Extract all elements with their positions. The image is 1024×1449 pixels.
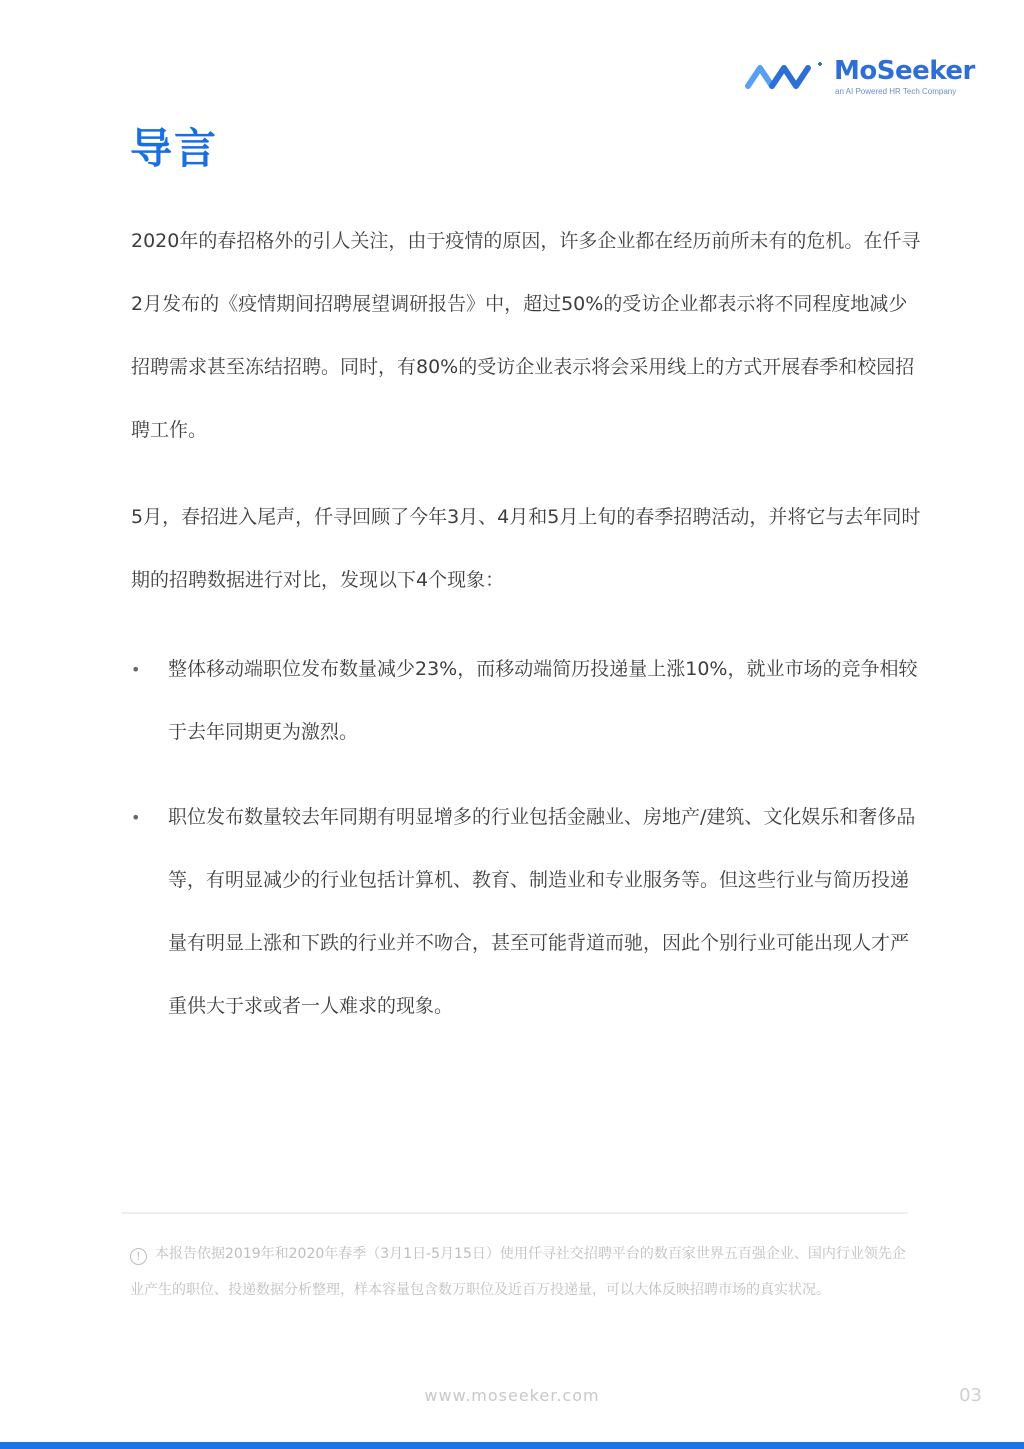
findings-list-2 bbox=[131, 786, 921, 1038]
findings-list-1 bbox=[131, 638, 921, 764]
page-number: 03 bbox=[959, 1385, 982, 1406]
moseeker-logo-icon bbox=[742, 60, 830, 94]
intro-paragraph-2: 5月，春招进入尾声，仟寻回顾了今年3月、4月和5月上旬的春季招聘活动，并将它与去年同时期的招聘数据进行对比，发现以下4个现象： bbox=[131, 506, 921, 591]
footnote-divider bbox=[122, 1212, 908, 1214]
bullet-icon: • bbox=[131, 660, 141, 679]
bottom-accent-bar bbox=[0, 1442, 1024, 1449]
list-item bbox=[131, 786, 921, 1038]
list-item bbox=[131, 638, 921, 764]
footnote-text: 本报告依据2019年和2020年春季（3月1日-5月15日）使用仟寻社交招聘平台的数百家世界五百强企业、国内行业领先企业产生的职位、投递数据分析整理，样本容量包含数万职位及近百万投递量，可以大体反映招聘市场的真实状况。 bbox=[130, 1246, 906, 1298]
footer-url: www.moseeker.com bbox=[424, 1386, 600, 1405]
finding-text: 整体移动端职位发布数量减少23%，而移动端简历投递量上涨10%，就业市场的竞争相较于去年同期更为激烈。 bbox=[168, 658, 918, 743]
finding-text: 职位发布数量较去年同期有明显增多的行业包括金融业、房地产/建筑、文化娱乐和奢侈品等，有明显减少的行业包括计算机、教育、制造业和专业服务等。但这些行业与简历投递量有明显上涨和下跌的行业并不吻合，甚至可能背道而驰，因此个别行业可能出现人才严重供大于求或者一人难求的现象。 bbox=[168, 806, 916, 1017]
footnote bbox=[130, 1236, 910, 1308]
page-title: 导言 bbox=[130, 124, 219, 173]
logo-name: MoSeeker bbox=[834, 56, 975, 86]
logo-tagline: an AI Powered HR Tech Company bbox=[835, 87, 957, 96]
moseeker-logo bbox=[742, 56, 982, 100]
bullet-icon: • bbox=[131, 808, 141, 827]
info-icon: ! bbox=[130, 1248, 147, 1265]
intro-paragraph-1: 2020年的春招格外的引人关注，由于疫情的原因，许多企业都在经历前所未有的危机。在仟寻2月发布的《疫情期间招聘展望调研报告》中，超过50%的受访企业都表示将不同程度地减少招聘需求甚至冻结招聘。同时，有80%的受访企业表示将会采用线上的方式开展春季和校园招聘工作。 bbox=[131, 230, 921, 441]
